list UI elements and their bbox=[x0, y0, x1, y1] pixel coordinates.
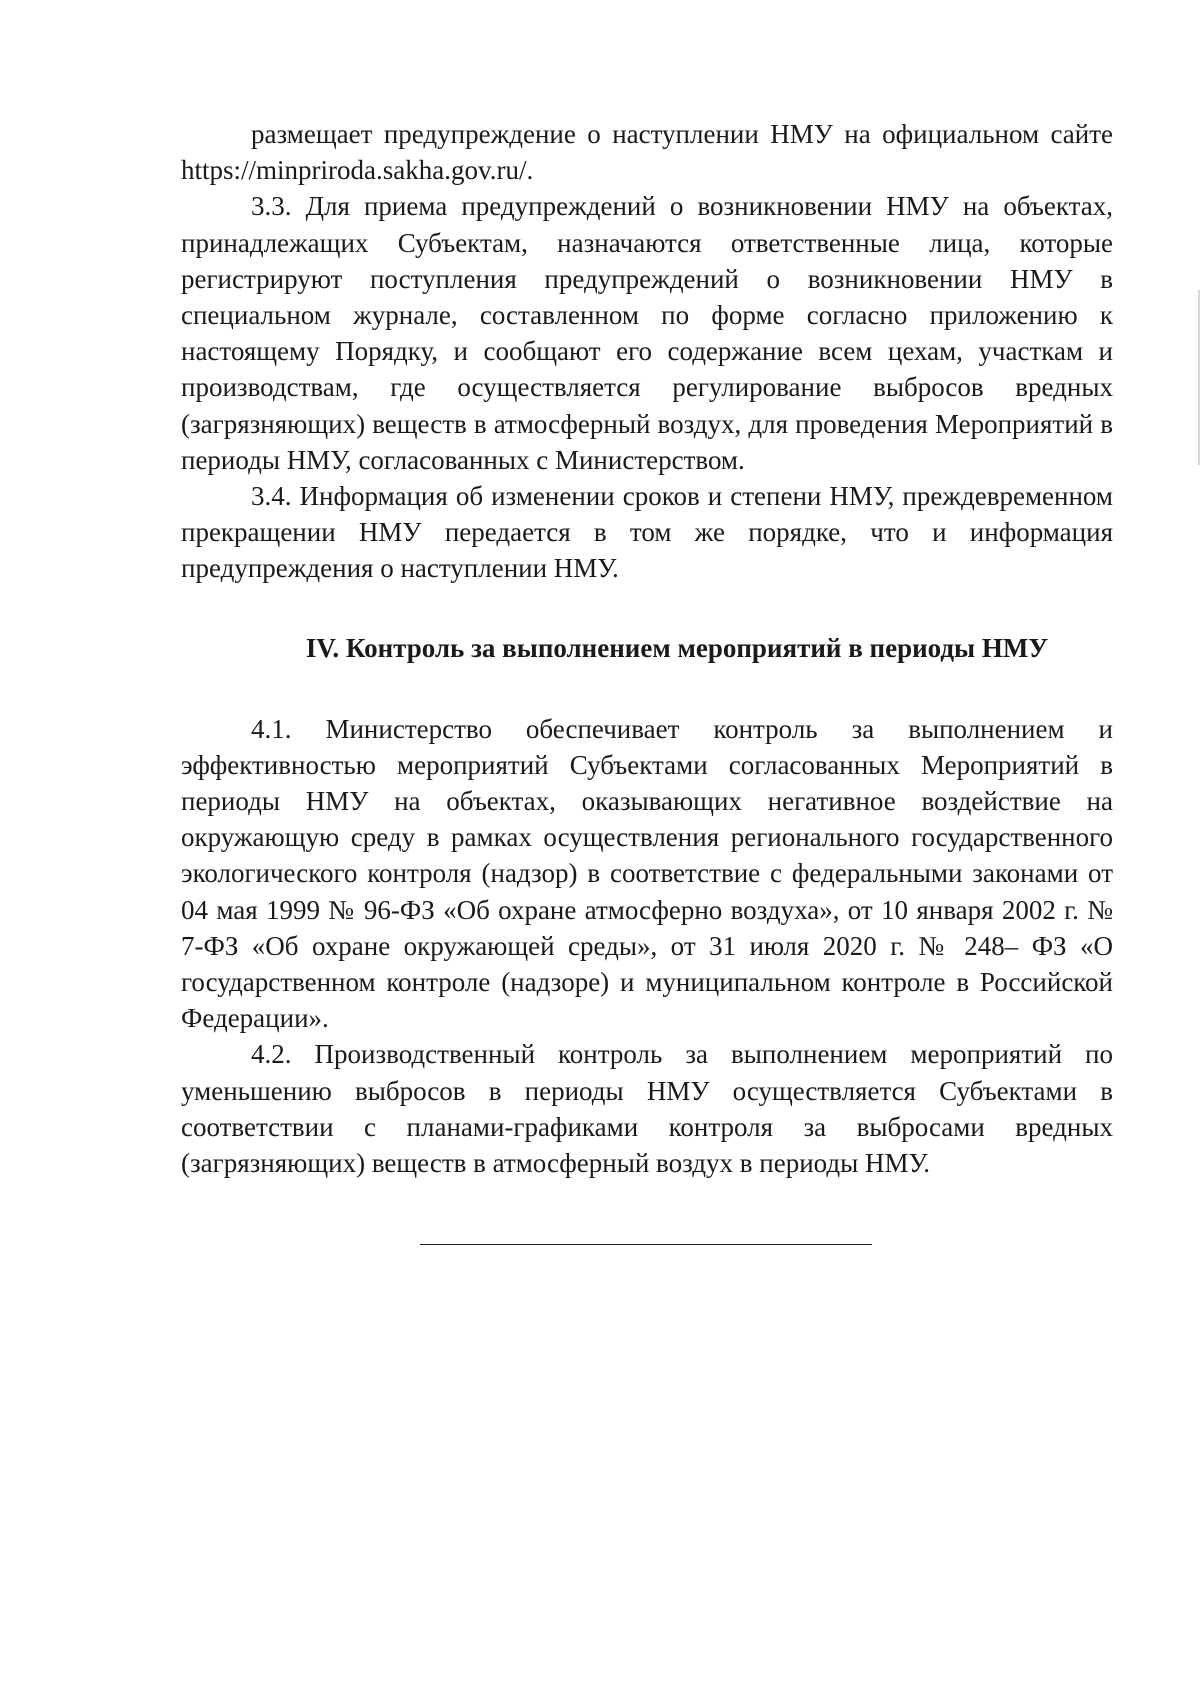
paragraph-website-notice: размещает предупреждение о наступлении НМУ на официальном сайте https://minpriroda.sakha.gov.ru/. bbox=[181, 119, 1113, 186]
document-page bbox=[181, 116, 1113, 1181]
end-of-document-rule bbox=[420, 1244, 872, 1245]
paragraph-4-1: 4.1. Министерство обеспечивает контроль за выполнением и эффективностью мероприятий Субъектами согласованных Мероприятий в периоды НМУ на объектах, оказывающих негативное воздействие на окружающую среду в рамках осуществления регионального государственного экологического контроля (надзор) в соответствие с федеральными законами от 04 мая 1999 № 96-ФЗ «Об охране атмосферно воздуха», от 10 января 2002 г. № 7-ФЗ «Об охране окружающей среды», от 31 июля 2020 г. № 248– ФЗ «О государственном контроле (надзоре) и муниципальном контроле в Российской Федерации». bbox=[181, 713, 1113, 1034]
paragraph-3-4: 3.4. Информация об изменении сроков и степени НМУ, преждевременном прекращении НМУ передается в том же порядке, что и информация предупреждения о наступлении НМУ. bbox=[181, 481, 1113, 584]
paragraph-3-3: 3.3. Для приема предупреждений о возникновении НМУ на объектах, принадлежащих Субъектам, назначаются ответственные лица, которые регистрируют поступления предупреждений о возникновении НМУ в специальном журнале, составленном по форме согласно приложению к настоящему Порядку, и сообщают его содержание всем цехам, участкам и производствам, где осуществляется регулирование выбросов вредных (загрязняющих) веществ в атмосферный воздух, для проведения Мероприятий в периоды НМУ, согласованных с Министерством. bbox=[181, 191, 1113, 475]
section-heading-iv: IV. Контроль за выполнением мероприятий в периоды НМУ bbox=[305, 632, 1049, 663]
paragraph-4-2: 4.2. Производственный контроль за выполнением мероприятий по уменьшению выбросов в периоды НМУ осуществляется Субъектами в соответствии с планами-графиками контроля за выбросами вредных (загрязняющих) веществ в атмосферный воздух в периоды НМУ. bbox=[181, 1039, 1113, 1179]
